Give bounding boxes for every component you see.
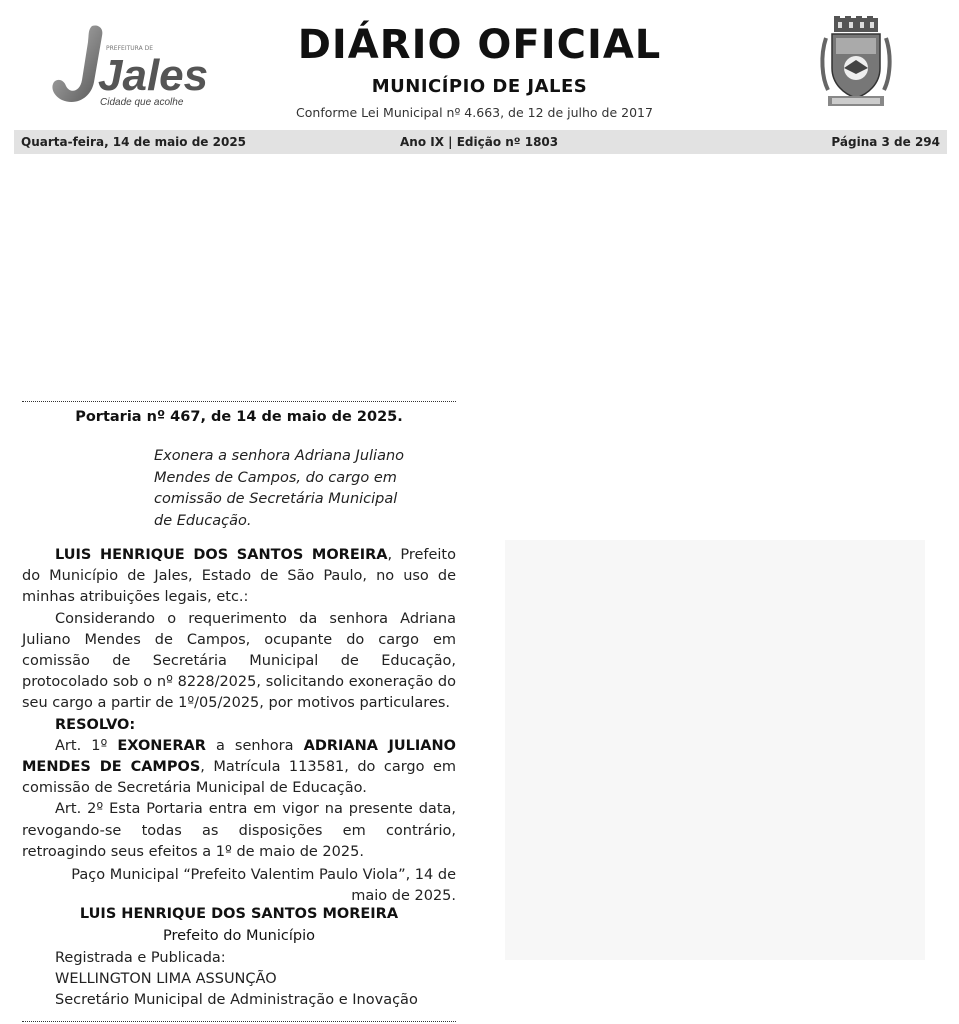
paco-line-2: maio de 2025.: [351, 888, 456, 905]
considerando-paragraph: Considerando o requerimento da senhora Adriana Juliano Mendes de Campos, ocupante do cargo em comissão de Secretária Municipal de Educação, protocolado sob o nº 8228/2025, solicitando exoneração do seu cargo a partir de 1º/05/2025, por motivos particulares.: [22, 610, 456, 712]
resolvo-paragraph: [22, 715, 456, 736]
law-reference: Conforme Lei Municipal nº 4.663, de 12 de julho de 2017: [296, 105, 653, 120]
portaria-body: [22, 545, 456, 907]
svg-text:Cidade que acolhe: Cidade que acolhe: [100, 97, 184, 108]
edition-number: Ano IX | Edição nº 1803: [400, 135, 559, 149]
article-1: [22, 736, 456, 800]
article-1-prefix: Art. 1º: [55, 737, 118, 754]
publication-date: Quarta-feira, 14 de maio de 2025: [21, 135, 247, 149]
registrar-role: Secretário Municipal de Administração e Inovação: [55, 992, 418, 1008]
preamble-name: LUIS HENRIQUE DOS SANTOS MOREIRA: [55, 547, 388, 563]
signer-name: LUIS HENRIQUE DOS SANTOS MOREIRA: [79, 906, 399, 922]
portaria-ementa: Exonera a senhora Adriana Juliano Mendes de Campos, do cargo em comissão de Secretária Municipal de Educação.: [154, 448, 405, 529]
page-subtitle: MUNICÍPIO DE JALES: [371, 76, 588, 97]
registrar-name: WELLINGTON LIMA ASSUNÇÃO: [55, 971, 277, 987]
svg-text:PREFEITURA DE: PREFEITURA DE: [106, 45, 153, 52]
article-1-rest: , Matrícula 113581, do cargo em comissão de Secretária Municipal de Educação.: [22, 759, 456, 797]
page-title: DIÁRIO OFICIAL: [297, 22, 662, 68]
separator-top: [22, 401, 456, 402]
faded-column-placeholder: [505, 540, 925, 960]
registered-label: Registrada e Publicada:: [55, 950, 226, 966]
article-1-name: ADRIANA JULIANO MENDES DE CAMPOS: [22, 737, 456, 776]
preamble: [22, 545, 456, 609]
signer-role: Prefeito do Município: [163, 928, 315, 944]
preamble-text: , Prefeito do Município de Jales, Estado de São Paulo, no uso de minhas atribuições legais, etc.:: [22, 547, 456, 606]
article-1-verb: EXONERAR: [117, 737, 206, 754]
article-1-mid: a senhora: [205, 737, 304, 754]
page-number: Página 3 de 294: [831, 135, 940, 149]
resolvo-label: RESOLVO:: [55, 716, 136, 733]
portaria-title: Portaria nº 467, de 14 de maio de 2025.: [75, 409, 403, 425]
paco-line-1: Paço Municipal “Prefeito Valentim Paulo Viola”, 14 de: [71, 867, 456, 884]
svg-text:Jales: Jales: [98, 51, 208, 100]
coat-of-arms-icon: [818, 16, 894, 114]
article-2: Art. 2º Esta Portaria entra em vigor na presente data, revogando-se todas as disposições em contrário, retroagindo seus efeitos a 1º de maio de 2025.: [22, 801, 456, 860]
edition-info-bar: [14, 130, 947, 154]
separator-bottom: [22, 1021, 456, 1022]
